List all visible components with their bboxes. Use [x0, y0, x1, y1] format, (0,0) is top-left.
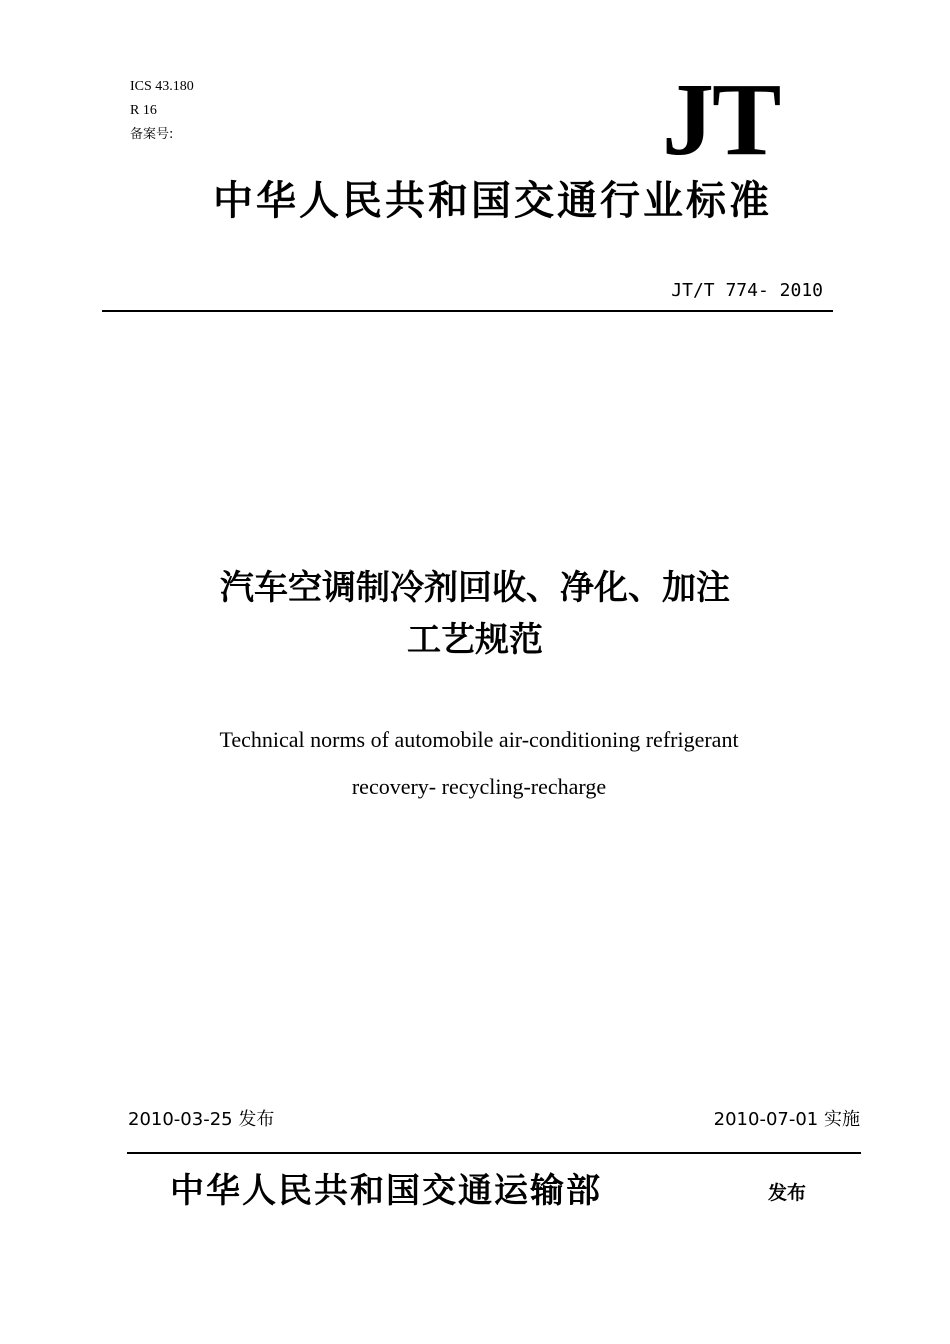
title-zh-line1: 汽车空调制冷剂回收、净化、加注 — [220, 568, 730, 608]
classification-code: R 16 — [130, 103, 157, 118]
bottom-divider — [127, 1152, 861, 1154]
title-en-line2: recovery- recycling-recharge — [351, 774, 607, 799]
title-zh-line2: 工艺规范 — [407, 620, 543, 660]
issuer-name: 中华人民共和国交通运输部 — [170, 1171, 602, 1211]
issuer-suffix: 发布 — [768, 1182, 807, 1204]
ics-code: ICS 43.180 — [130, 79, 194, 94]
title-en-line1: Technical norms of automobile air-conditioning refrigerant — [219, 727, 739, 752]
standard-number: JT/T 774- 2010 — [671, 280, 823, 301]
jt-logo: JT — [662, 62, 780, 177]
issue-date: 2010-03-25 发布 — [128, 1109, 275, 1130]
top-divider — [102, 310, 833, 312]
standard-org-title: 中华人民共和国交通行业标准 — [213, 178, 772, 224]
filing-number-label: 备案号: — [130, 127, 174, 142]
implementation-date: 2010-07-01 实施 — [713, 1109, 860, 1130]
